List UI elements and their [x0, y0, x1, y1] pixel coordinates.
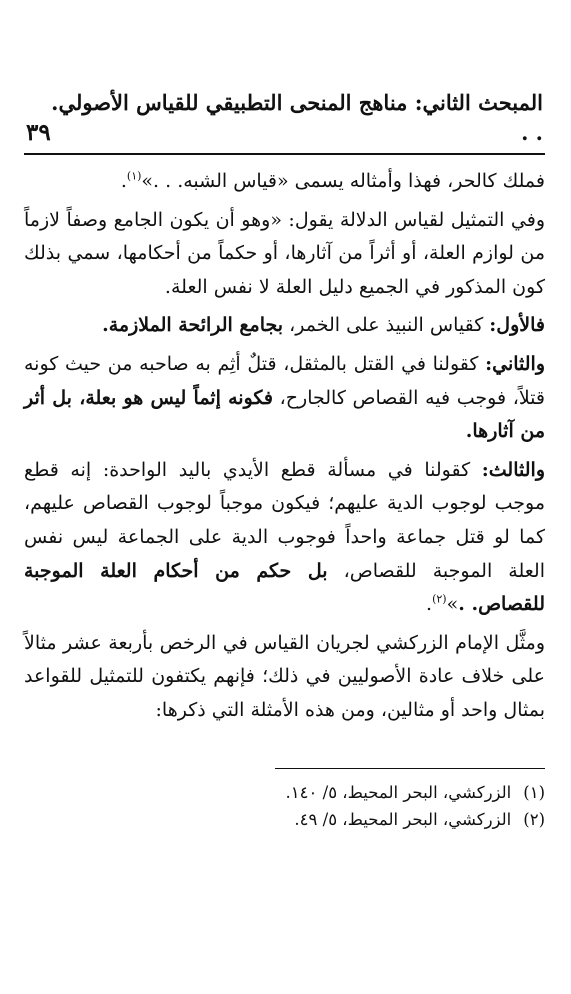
main-text [24, 165, 545, 728]
footnote-divider [275, 768, 545, 769]
footnote-1-text: الزركشي، البحر المحيط، ٥/ ١٤٠. [285, 782, 512, 802]
paragraph-5: والثالث: كقولنا في مسألة قطع الأيدي باليد الواحدة: إنه قطع موجب لوجوب الدية عليهم؛ فيكون موجباً لوجوب القصاص عليهم، كما لو قتل جماعة واحداً فوجوب الدية على الجماعة ليس نفس العلة الموجبة للقصاص، بل حكم من أحكام العلة الموجبة للقصاص. .»$^{(٢)}$. [24, 458, 545, 616]
paragraph-3-text: كقياس النبيذ على الخمر، [283, 314, 490, 337]
footnote-2-text: الزركشي، البحر المحيط، ٥/ ٤٩. [294, 809, 512, 829]
paragraph-5-text: كقولنا في مسألة قطع الأيدي باليد الواحدة: إنه قطع موجب لوجوب الدية عليهم؛ فيكون موجباً لوجوب القصاص عليهم، كما لو قتل جماعة واحداً فوجوب الدية على الجماعة ليس نفس العلة الموجبة للقصاص، [24, 458, 545, 582]
paragraph-5-bold: بل حكم من أحكام العلة الموجبة للقصاص. . [24, 559, 545, 616]
paragraph-4 [24, 348, 545, 449]
footnote-ref-2[interactable]: (٢) [432, 592, 447, 606]
page-number: ٣٩ [26, 119, 51, 146]
paragraph-6: ومثَّل الإمام الزركشي لجريان القياس في الرخص بأربعة عشر مثالاً على خلاف عادة الأصوليين في ذلك؛ فإنهم يكتفون للتمثيل للقواعد بمثال واحد أو مثالين، ومن هذه الأمثلة التي ذكرها: [24, 631, 545, 721]
footnote-2-number: (٢) [523, 809, 545, 829]
paragraph-1-text: فملك كالحر، فهذا وأمثاله يسمى «قياس الشبه. . .» [141, 170, 545, 192]
paragraph-4-bold: فكونه إثماً ليس هو بعلة، بل أثر من آثارها. [24, 386, 545, 443]
running-title: المبحث الثاني: مناهج المنحى التطبيقي للقياس الأصولي. . . [51, 90, 543, 145]
paragraph-3-lead: فالأول: [489, 314, 545, 337]
paragraph-2: وفي التمثيل لقياس الدلالة يقول: «وهو أن يكون الجامع وصفاً لازماً من لوازم العلة، أو أثراً من آثارها، أو حكماً من أحكامها، سمي بذلك كون المذكور في الجميع دليل العلة لا نفس العلة. [24, 208, 545, 298]
footnote-2 [24, 806, 545, 833]
quote-close: » [446, 593, 459, 616]
paragraph-3-bold: بجامع الرائحة الملازمة. [102, 314, 284, 337]
footnote-1 [24, 779, 545, 806]
paragraph-1: فملك كالحر، فهذا وأمثاله يسمى «قياس الشبه. . .»$^{(١)}$. [120, 169, 545, 192]
paragraph-4-text: كقولنا في القتل بالمثقل، قتلٌ أثِم به صاحبه من حيث كونه قتلاً، فوجب فيه القصاص كالجارح، [24, 352, 546, 409]
paragraph-3 [24, 309, 545, 343]
footnotes [24, 779, 545, 833]
footnote-ref-1[interactable]: (١) [126, 169, 142, 183]
paragraph-5-lead: والثالث: [481, 458, 545, 481]
footnote-1-number: (١) [523, 782, 545, 802]
paragraph-4-lead: والثاني: [485, 352, 545, 375]
running-header [24, 88, 545, 155]
